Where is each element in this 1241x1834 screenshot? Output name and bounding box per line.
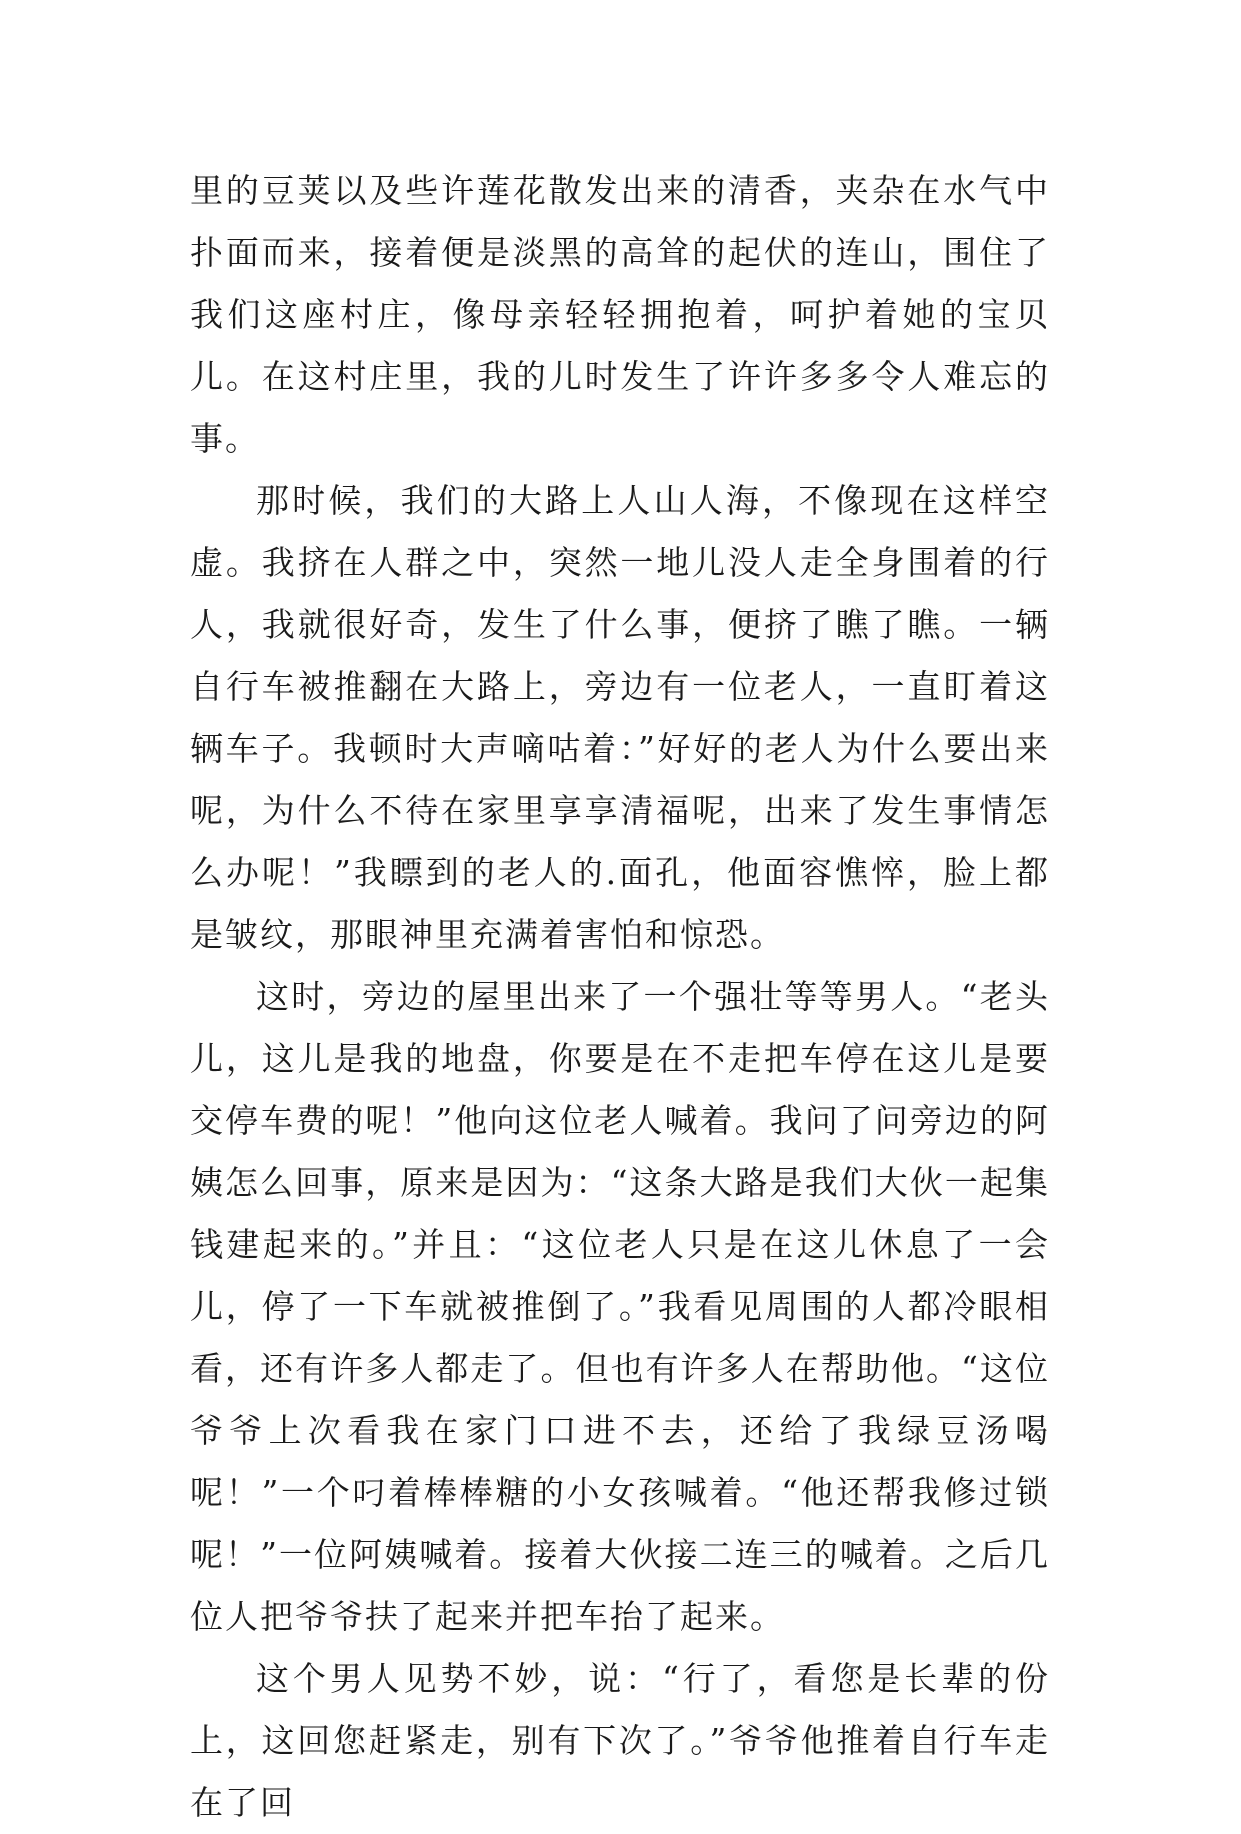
paragraph-1: 里的豆荚以及些许莲花散发出来的清香，夹杂在水气中扑面而来，接着便是淡黑的高耸的起伏的连山，围住了我们这座村庄，像母亲轻轻拥抱着，呵护着她的宝贝儿。在这村庄里，我的儿时发生了许许多多令人难忘的事。 [190, 171, 1050, 458]
body-text [190, 160, 1050, 1834]
paragraph-2: 那时候，我们的大路上人山人海，不像现在这样空虚。我挤在人群之中，突然一地儿没人走全身围着的行人，我就很好奇，发生了什么事，便挤了瞧了瞧。一辆自行车被推翻在大路上，旁边有一位老人，一直盯着这辆车子。我顿时大声嘀咕着：”好好的老人为什么要出来呢，为什么不待在家里享享清福呢，出来了发生事情怎么办呢！”我瞟到的老人的.面孔，他面容憔悴，脸上都是皱纹，那眼神里充满着害怕和惊恐。 [190, 481, 1050, 954]
paragraph-3: 这时，旁边的屋里出来了一个强壮等等男人。“老头儿，这儿是我的地盘，你要是在不走把车停在这儿是要交停车费的呢！”他向这位老人喊着。我问了问旁边的阿姨怎么回事，原来是因为：“这条大路是我们大伙一起集钱建起来的。”并且：“这位老人只是在这儿休息了一会儿，停了一下车就被推倒了。”我看见周围的人都冷眼相看，还有许多人都走了。但也有许多人在帮助他。“这位爷爷上次看我在家门口进不去，还给了我绿豆汤喝呢！”一个叼着棒棒糖的小女孩喊着。“他还帮我修过锁呢！”一位阿姨喊着。接着大伙接二连三的喊着。之后几位人把爷爷扶了起来并把车抬了起来。 [190, 977, 1050, 1636]
paragraph-4: 这个男人见势不妙，说：“行了，看您是长辈的份上，这回您赶紧走，别有下次了。”爷爷他推着自行车走在了回 [190, 1659, 1050, 1822]
